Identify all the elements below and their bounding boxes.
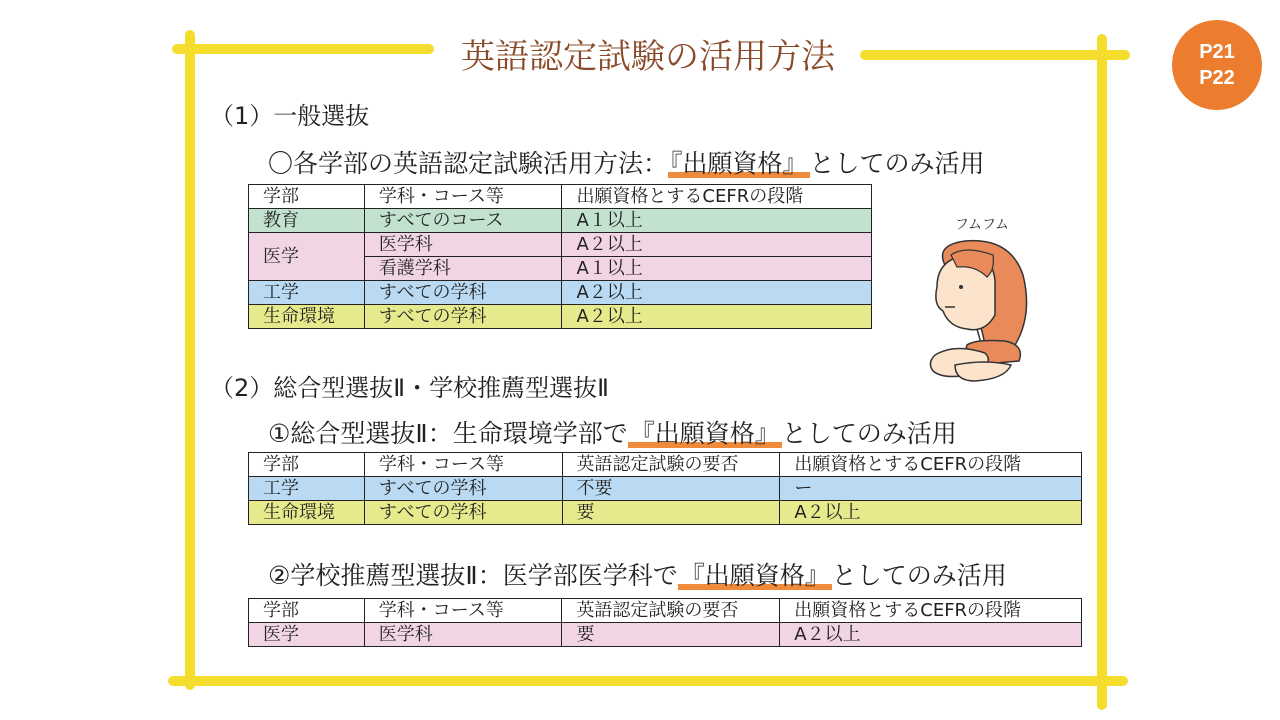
section1-sub-prefix: 〇各学部の英語認定試験活用方法： xyxy=(268,149,669,178)
course-cell: すべての学科 xyxy=(364,305,562,329)
table-header-row xyxy=(249,599,1082,623)
course-cell: すべてのコース xyxy=(364,209,562,233)
faculty-cell: 医学 xyxy=(249,233,365,281)
section2-sub2-heading xyxy=(268,556,1007,592)
table-cell: すべての学科 xyxy=(364,477,562,501)
course-cell: 看護学科 xyxy=(364,257,562,281)
header-cell: 英語認定試験の要否 xyxy=(562,599,780,623)
sub1-prefix: ①総合型選抜Ⅱ：生命環境学部で xyxy=(268,419,628,448)
table-row xyxy=(249,209,872,233)
header-cell: 学部 xyxy=(249,599,365,623)
table-cell: 不要 xyxy=(562,477,780,501)
table-cell: 工学 xyxy=(249,477,365,501)
faculty-cell: 教育 xyxy=(249,209,365,233)
sub2-prefix: ②学校推薦型選抜Ⅱ：医学部医学科で xyxy=(268,561,678,590)
section2-table1 xyxy=(248,452,1082,525)
section1-table xyxy=(248,184,872,329)
header-cell: 学部 xyxy=(249,453,365,477)
frame-bottom xyxy=(168,676,1128,686)
sub1-highlight: 『出願資格』 xyxy=(629,419,780,448)
sub2-suffix: としてのみ活用 xyxy=(831,561,1007,590)
table-row xyxy=(249,623,1082,647)
header-cell: 学科・コース等 xyxy=(364,453,562,477)
frame-left xyxy=(185,30,195,690)
frame-top-right xyxy=(860,50,1130,60)
table-cell: A２以上 xyxy=(780,623,1082,647)
section2-heading: （2）総合型選抜Ⅱ・学校推薦型選抜Ⅱ xyxy=(210,374,609,402)
table-row xyxy=(249,477,1082,501)
page-badge xyxy=(1172,20,1262,110)
header-cell: 出願資格とするCEFRの段階 xyxy=(780,453,1082,477)
table-cell: 医学 xyxy=(249,623,365,647)
header-cell: 出願資格とするCEFRの段階 xyxy=(780,599,1082,623)
header-cell: 英語認定試験の要否 xyxy=(562,453,780,477)
table-cell: すべての学科 xyxy=(364,501,562,525)
header-cell: 学科・コース等 xyxy=(364,599,562,623)
level-cell: A２以上 xyxy=(562,233,872,257)
page-title: 英語認定試験の活用方法 xyxy=(461,37,835,77)
frame-top-left xyxy=(172,44,434,54)
section1-sub-suffix: としてのみ活用 xyxy=(809,149,985,178)
table-cell: 要 xyxy=(562,623,780,647)
table-cell: ー xyxy=(780,477,1082,501)
level-cell: A１以上 xyxy=(562,257,872,281)
header-cell: 学科・コース等 xyxy=(364,185,562,209)
table-header-row xyxy=(249,453,1082,477)
sub2-highlight: 『出願資格』 xyxy=(679,561,830,590)
level-cell: A２以上 xyxy=(562,305,872,329)
table-row xyxy=(249,233,872,257)
level-cell: A２以上 xyxy=(562,281,872,305)
thinking-woman-illustration xyxy=(915,215,1035,395)
table-cell: 要 xyxy=(562,501,780,525)
section1-sub-highlight: 『出願資格』 xyxy=(670,149,808,178)
faculty-cell: 生命環境 xyxy=(249,305,365,329)
table-row xyxy=(249,305,872,329)
page-badge-line1: P21 xyxy=(1199,41,1235,63)
frame-right xyxy=(1097,34,1107,710)
table-header-row xyxy=(249,185,872,209)
table-cell: A２以上 xyxy=(780,501,1082,525)
header-cell: 学部 xyxy=(249,185,365,209)
section2-table2 xyxy=(248,598,1082,647)
section1-subheading xyxy=(268,144,985,180)
table-row xyxy=(249,281,872,305)
sub1-suffix: としてのみ活用 xyxy=(781,419,957,448)
section2-sub1-heading xyxy=(268,414,957,450)
level-cell: A１以上 xyxy=(562,209,872,233)
illustration-caption: フムフム xyxy=(955,217,1010,233)
table-cell: 生命環境 xyxy=(249,501,365,525)
section1-heading: （1）一般選抜 xyxy=(210,102,370,130)
page-badge-line2: P22 xyxy=(1199,67,1235,89)
table-cell: 医学科 xyxy=(364,623,562,647)
faculty-cell: 工学 xyxy=(249,281,365,305)
table-row xyxy=(249,501,1082,525)
course-cell: 医学科 xyxy=(364,233,562,257)
header-cell: 出願資格とするCEFRの段階 xyxy=(562,185,872,209)
course-cell: すべての学科 xyxy=(364,281,562,305)
